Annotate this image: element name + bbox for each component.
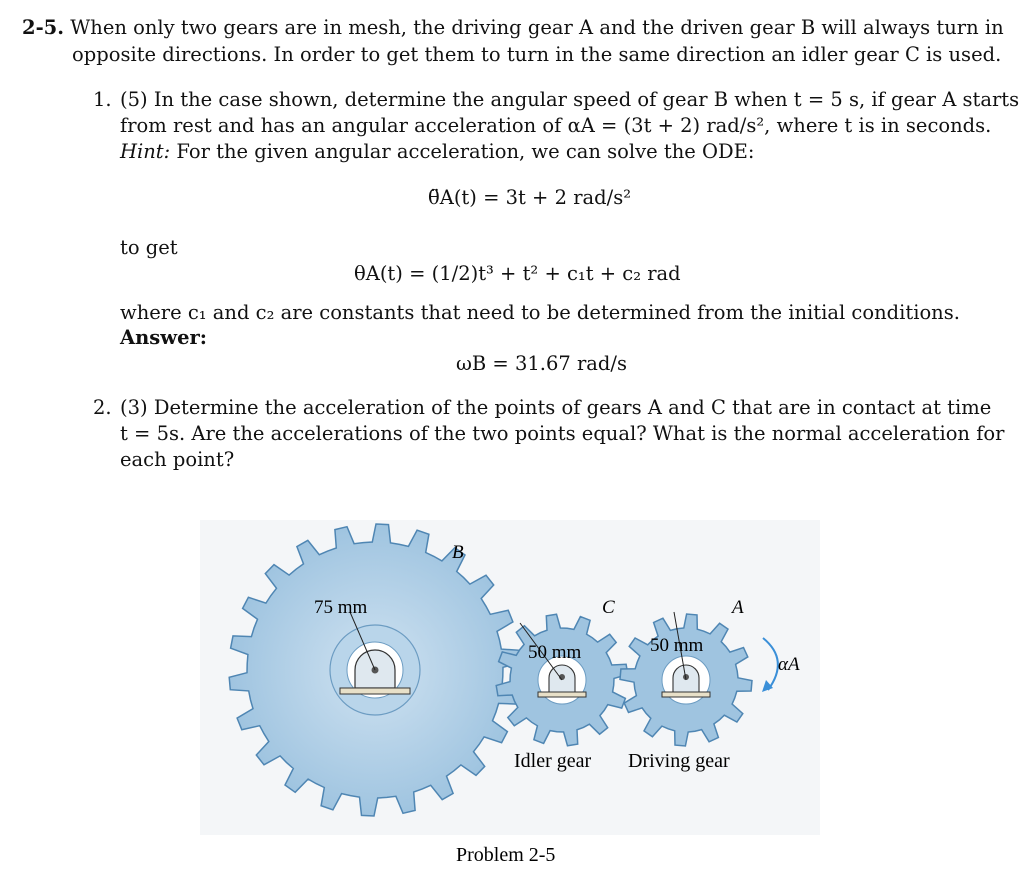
answer-value: ωB = 31.67 rad/s <box>456 352 627 375</box>
answer-label: Answer: <box>120 326 207 349</box>
equation-theta-ddot: θ̈A(t) = 3t + 2 rad/s² <box>428 186 632 209</box>
equation-theta: θA(t) = (1/2)t³ + t² + c₁t + c₂ rad <box>354 262 681 285</box>
hint-text: For the given angular acceleration, we can solve the ODE: <box>176 140 755 163</box>
alpha-label: αA <box>778 654 800 675</box>
part1-line1: (5) In the case shown, determine the angular speed of gear B when t = 5 s, if gear A starts <box>120 88 1020 111</box>
problem-intro-line1: When only two gears are in mesh, the driving gear A and the driven gear B will always turn in <box>70 16 1004 39</box>
gear-a-label: A <box>732 597 744 618</box>
part2-line2: t = 5s. Are the accelerations of the two points equal? What is the normal acceleration for <box>120 422 1005 445</box>
figure-caption: Problem 2-5 <box>456 844 556 866</box>
part1-line2: from rest and has an angular acceleration of αA = (3t + 2) rad/s², where t is in seconds. <box>120 114 992 137</box>
gear-c-label: C <box>602 597 615 618</box>
gear-b-label: B <box>452 542 464 563</box>
part2-number: 2. <box>93 396 112 419</box>
problem-number: 2-5. <box>22 16 65 39</box>
where-line: where c₁ and c₂ are constants that need to be determined from the initial conditions. <box>120 301 960 324</box>
problem-intro-line2: opposite directions. In order to get them to turn in the same direction an idler gear C is used. <box>72 43 1002 66</box>
idler-gear-caption: Idler gear <box>514 750 592 772</box>
part1-number: 1. <box>93 88 112 111</box>
problem-header <box>22 16 1004 39</box>
part1-hint <box>120 140 754 163</box>
gear-figure <box>200 520 820 880</box>
radius-b-label: 75 mm <box>314 597 368 618</box>
part2-line3: each point? <box>120 448 235 471</box>
part2-line1: (3) Determine the acceleration of the points of gears A and C that are in contact at time <box>120 396 992 419</box>
radius-a-label: 50 mm <box>650 635 704 656</box>
radius-c-label: 50 mm <box>528 642 582 663</box>
to-get-text: to get <box>120 236 178 259</box>
hint-label: Hint: <box>120 140 171 163</box>
driving-gear-caption: Driving gear <box>628 750 730 772</box>
